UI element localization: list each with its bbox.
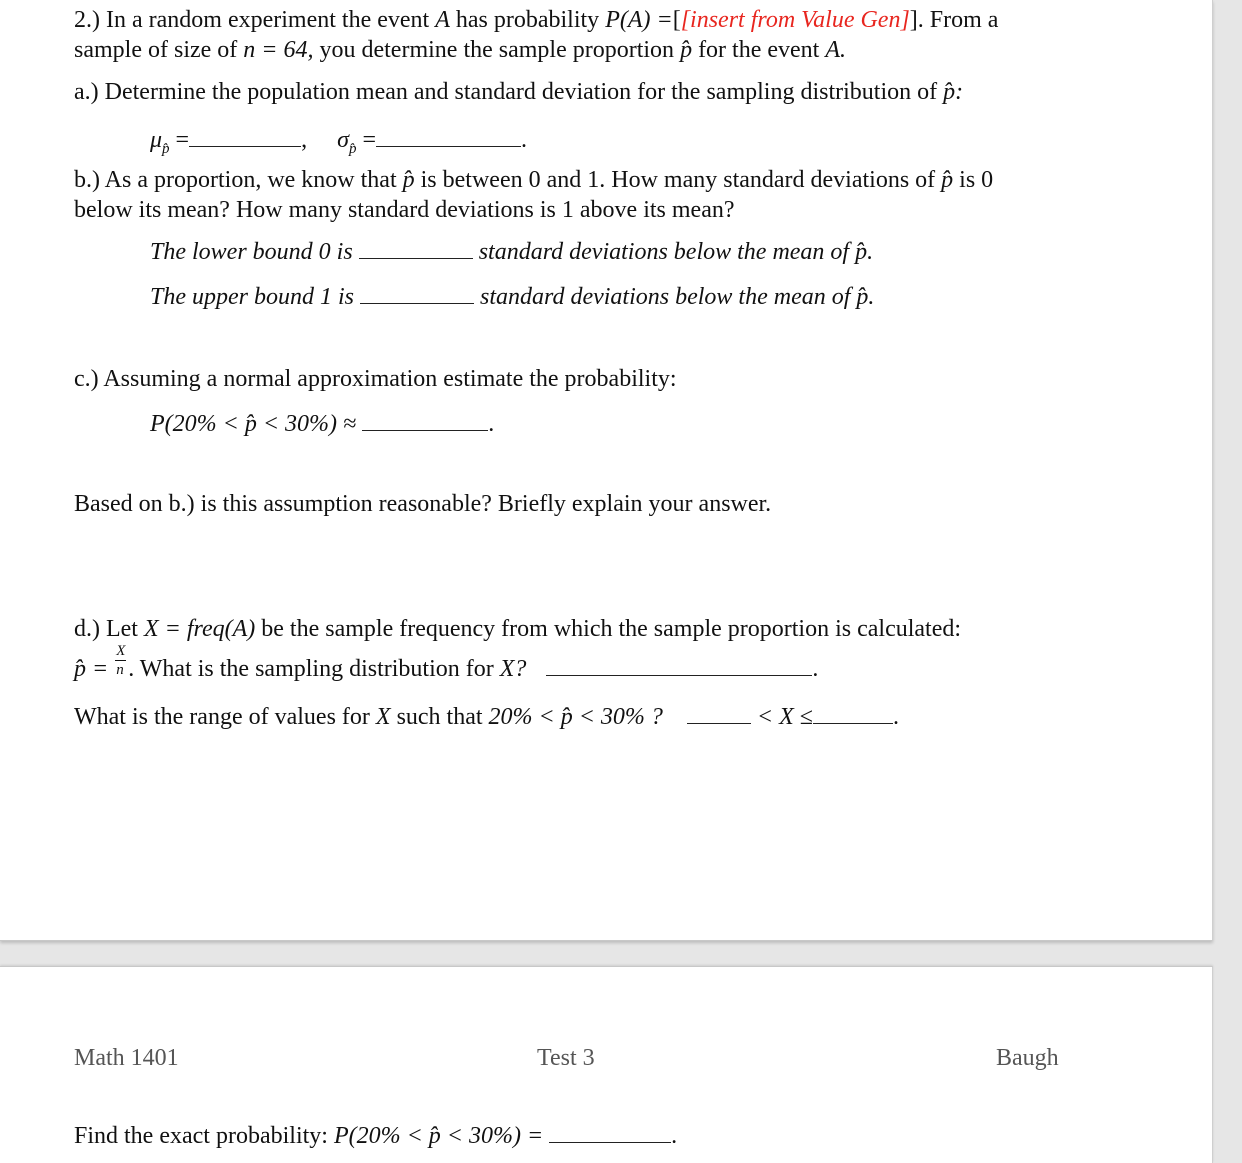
part-c-question: c.) Assuming a normal approximation estimate the probability:	[74, 366, 677, 392]
part-d-text-5: such that	[396, 704, 483, 730]
p-hat-symbol-2: p̂	[941, 167, 954, 193]
range-upper-blank[interactable]	[813, 703, 893, 724]
sample-size: n = 64,	[243, 37, 314, 63]
part-b-text-3: is 0	[959, 167, 994, 193]
period: .	[488, 411, 495, 437]
problem-line-2	[74, 38, 846, 62]
p-hat-end: p̂.	[855, 239, 874, 265]
range-lower-blank[interactable]	[687, 703, 751, 724]
footer-course: Math 1401	[74, 1045, 179, 1071]
part-d-line-1	[74, 617, 961, 641]
p-hat-symbol: p̂	[680, 37, 693, 63]
p-hat-symbol: p̂:	[943, 79, 964, 105]
range-middle: < X ≤	[756, 704, 813, 730]
fraction-denominator: n	[116, 662, 124, 678]
phat-equals: p̂ =	[74, 656, 109, 682]
comma: ,	[301, 127, 308, 153]
fraction-numerator: X	[116, 643, 126, 659]
sd-answer-blank[interactable]	[376, 126, 521, 147]
part-b-question-2: below its mean? How many standard deviations is 1 above its mean?	[74, 197, 735, 223]
x-variable: X?	[499, 656, 527, 682]
sampling-distribution-blank[interactable]	[546, 655, 812, 676]
upper-bound-suffix: standard deviations below the mean of	[480, 284, 851, 310]
p-hat-symbol: p̂	[402, 167, 415, 193]
normal-approx-expr: P(20% < p̂ < 30%) ≈	[150, 411, 357, 437]
exact-prefix: Find the exact probability:	[74, 1123, 328, 1149]
part-b-text-1: b.) As a proportion, we know that	[74, 167, 397, 193]
prob-expression: P(A) =	[605, 7, 673, 33]
intro-text-5: you determine the sample proportion	[319, 37, 675, 63]
part-d-line-2	[74, 643, 819, 682]
footer-author: Baugh	[996, 1045, 1059, 1071]
sigma-subscript: p̂	[348, 141, 357, 157]
part-b-question-1	[74, 168, 993, 192]
part-d-text-2: be the sample frequency from which the sample proportion is calculated:	[261, 616, 962, 642]
lower-bound-blank[interactable]	[359, 238, 473, 259]
value-gen-placeholder: [insert from Value Gen]	[680, 7, 910, 33]
lower-bound-suffix: standard deviations below the mean of	[478, 239, 850, 265]
exact-probability-blank[interactable]	[549, 1122, 671, 1143]
period: .	[520, 127, 527, 153]
part-a-answers	[150, 126, 527, 157]
intro-text-2: has probability	[455, 7, 600, 33]
intro-text-3: ]. From a	[909, 7, 999, 33]
lower-bound-label: The lower bound 0 is	[150, 239, 353, 265]
part-a-text: a.) Determine the population mean and standard deviation for the sampling distribution of	[74, 79, 938, 105]
footer-test: Test 3	[537, 1045, 595, 1071]
event-name: A	[435, 7, 450, 33]
p-hat-end-2: p̂.	[856, 284, 875, 310]
part-b-text-2: is between 0 and 1. How many standard deviations of	[420, 167, 936, 193]
mu-subscript: p̂	[162, 141, 170, 157]
exact-expr: P(20% < p̂ < 30%) =	[333, 1123, 544, 1149]
problem-line-1: 2.) In a random experiment the event A has probability P(A) =[[insert from Value Gen]]. From a	[74, 7, 999, 33]
x-over-n-fraction	[114, 643, 128, 680]
sigma-symbol: σ	[337, 127, 349, 153]
range-expr: 20% < p̂ < 30% ?	[488, 704, 663, 730]
mean-answer-blank[interactable]	[189, 126, 301, 147]
upper-bound-blank[interactable]	[360, 283, 474, 304]
lower-bound-line	[150, 238, 873, 264]
part-a-question	[74, 80, 963, 104]
x-variable-2: X	[375, 704, 391, 730]
equals-2: =	[362, 127, 376, 153]
part-d-line-3	[74, 703, 899, 729]
period: .	[671, 1123, 678, 1149]
exact-probability-line	[74, 1122, 677, 1148]
part-d-text-1: d.) Let	[74, 616, 138, 642]
part-d-text-3: . What is the sampling distribution for	[128, 656, 494, 682]
upper-bound-label: The upper bound 1 is	[150, 284, 354, 310]
part-d-text-4: What is the range of values for	[74, 704, 370, 730]
equals: =	[175, 127, 190, 153]
freq-expr: X = freq(A)	[143, 616, 256, 642]
upper-bound-line	[150, 283, 874, 309]
period: .	[812, 656, 819, 682]
part-c-expression	[150, 410, 494, 436]
period-2: .	[892, 704, 899, 730]
intro-text: 2.) In a random experiment the event	[74, 7, 430, 33]
intro-text-6: for the event	[698, 37, 820, 63]
normal-approx-blank[interactable]	[362, 410, 488, 431]
part-c-followup: Based on b.) is this assumption reasonable? Briefly explain your answer.	[74, 491, 772, 517]
mu-symbol: μ	[150, 127, 163, 153]
intro-text-4: sample of size of	[74, 37, 238, 63]
scrollbar-track[interactable]	[1236, 0, 1242, 1162]
event-name-2: A.	[825, 37, 847, 63]
